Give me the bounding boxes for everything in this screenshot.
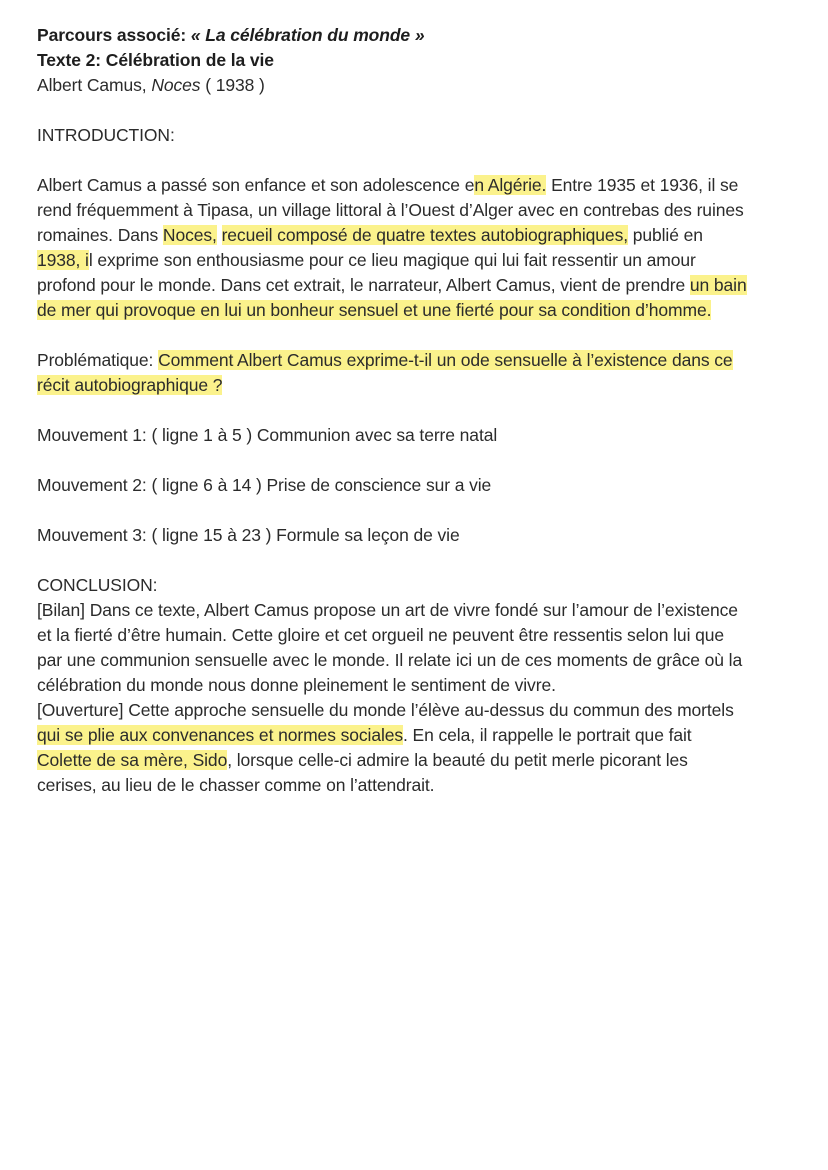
conclusion-line (37, 723, 797, 748)
introduction-paragraph (37, 173, 797, 323)
spacer (37, 398, 797, 423)
introduction-line (37, 173, 797, 198)
author-prefix: Albert Camus, (37, 75, 152, 95)
work-title: Noces (151, 75, 201, 95)
text-segment: Entre 1935 et 1936, il se (546, 175, 739, 195)
spacer (37, 548, 797, 573)
document-page (37, 23, 797, 798)
introduction-line (37, 298, 797, 323)
conclusion-line (37, 773, 797, 798)
conclusion-line (37, 673, 797, 698)
parcours-title: « La célébration du monde » (190, 25, 425, 45)
highlighted-text: Comment Albert Camus exprime-t-il un ode sensuelle à l’existence dans ce (158, 350, 733, 370)
highlighted-text: Noces, (162, 225, 217, 245)
introduction-line (37, 223, 797, 248)
conclusion-line (37, 598, 797, 623)
text-segment: romaines. Dans (37, 225, 163, 245)
text-segment: Albert Camus a passé son enfance et son adolescence e (37, 175, 475, 195)
highlighted-text: recueil composé de quatre textes autobiographiques, (221, 225, 628, 245)
text-segment: et la fierté d’être humain. Cette gloire et cet orgueil ne peuvent être ressentis selon lui que (37, 625, 725, 645)
mouvement-1: Mouvement 1: ( ligne 1 à 5 ) Communion avec sa terre natal (37, 425, 498, 445)
introduction-heading: INTRODUCTION: (37, 125, 175, 145)
conclusion-line (37, 698, 797, 723)
mouvement-3: Mouvement 3: ( ligne 15 à 23 ) Formule sa leçon de vie (37, 525, 460, 545)
text-segment: célébration du monde nous donne pleinement le sentiment de vivre. (37, 675, 556, 695)
conclusion-paragraph (37, 598, 797, 798)
spacer (37, 323, 797, 348)
conclusion-heading: CONCLUSION: (37, 575, 158, 595)
spacer (37, 98, 797, 123)
highlighted-text: un bain (689, 275, 747, 295)
text-segment: profond pour le monde. Dans cet extrait, le narrateur, Albert Camus, vient de prendre (37, 275, 690, 295)
spacer (37, 498, 797, 523)
text-segment: . En cela, il rappelle le portrait que fait (403, 725, 692, 745)
highlighted-text: de mer qui provoque en lui un bonheur sensuel et une fierté pour sa condition d’homme. (37, 300, 712, 320)
problematique-line (37, 373, 797, 398)
text-segment: cerises, au lieu de le chasser comme on l’attendrait. (37, 775, 435, 795)
highlighted-text: 1938, i (37, 250, 89, 270)
highlighted-text: récit autobiographique ? (37, 375, 223, 395)
introduction-line (37, 273, 797, 298)
text-segment: l exprime son enthousiasme pour ce lieu magique qui lui fait ressentir un amour (88, 250, 696, 270)
mouvement-2: Mouvement 2: ( ligne 6 à 14 ) Prise de conscience sur a vie (37, 475, 492, 495)
conclusion-line (37, 748, 797, 773)
text-segment: publié en (627, 225, 703, 245)
problematique-paragraph (37, 348, 797, 398)
parcours-label: Parcours associé: (37, 25, 191, 45)
conclusion-line (37, 623, 797, 648)
introduction-line (37, 198, 797, 223)
text-segment: rend fréquemment à Tipasa, un village littoral à l’Ouest d’Alger avec en contrebas des ruines (37, 200, 744, 220)
text-segment: [Bilan] Dans ce texte, Albert Camus propose un art de vivre fondé sur l’amour de l’existence (37, 600, 738, 620)
conclusion-line (37, 648, 797, 673)
highlighted-text: n Algérie. (474, 175, 547, 195)
introduction-line (37, 248, 797, 273)
author-line (37, 73, 797, 98)
texte-line: Texte 2: Célébration de la vie (37, 50, 274, 70)
highlighted-text: qui se plie aux convenances et normes sociales (37, 725, 404, 745)
spacer (37, 148, 797, 173)
highlighted-text: Colette de sa mère, Sido (37, 750, 228, 770)
work-year: ( 1938 ) (200, 75, 265, 95)
problematique-line (37, 348, 797, 373)
spacer (37, 448, 797, 473)
text-segment: par une communion sensuelle avec le monde. Il relate ici un de ces moments de grâce où la (37, 650, 743, 670)
text-segment: [Ouverture] Cette approche sensuelle du monde l’élève au-dessus du commun des mortels (37, 700, 734, 720)
text-segment: Problématique: (37, 350, 159, 370)
parcours-line (37, 23, 797, 48)
text-segment (217, 225, 222, 245)
text-segment: , lorsque celle-ci admire la beauté du petit merle picorant les (227, 750, 688, 770)
